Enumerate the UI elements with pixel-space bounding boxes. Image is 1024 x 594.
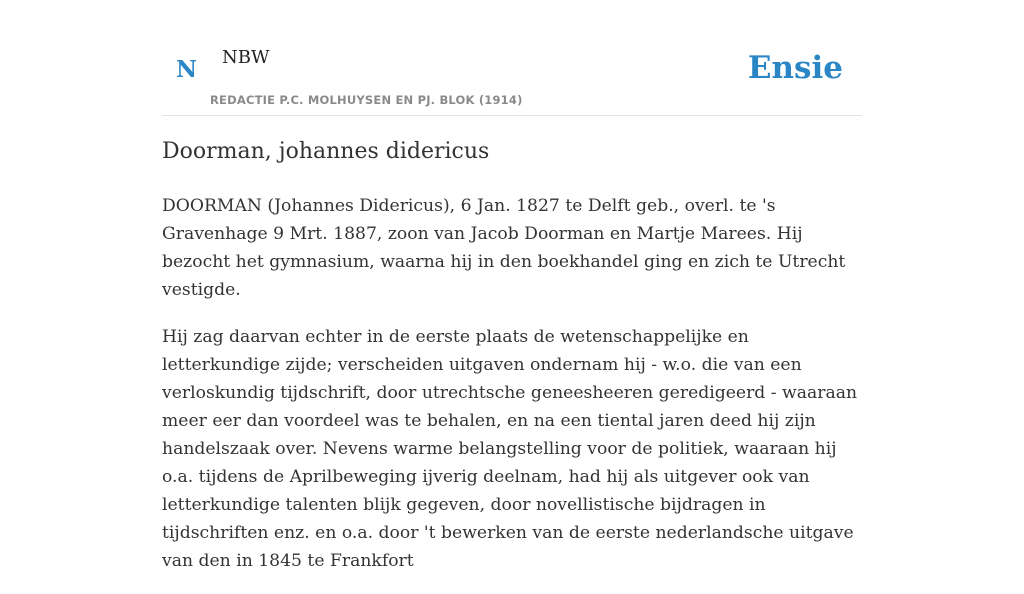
source-title[interactable]: NBW (222, 47, 270, 68)
article-body (162, 192, 862, 594)
article-paragraph: Hij zag daarvan echter in de eerste plaats de wetenschappelijke en letterkundige zijde; verscheiden uitgaven ondernam hij - w.o. die van een verloskundig tijdschrift, door utrechtsche geneesheeren geredigeerd - waaraan meer eer dan voordeel was te behalen, en na een tiental jaren deed hij zijn handelszaak over. Nevens warme belangstelling voor de politiek, waaraan hij o.a. tijdens de Aprilbeweging ijverig deelnam, had hij als uitgever ook van letterkundige talenten blijk gegeven, door novellistische bijdragen in tijdschriften enz. en o.a. door 't bewerken van de eerste nederlandsche uitgave van den in 1845 te Frankfort (162, 327, 858, 571)
article-title: Doorman, johannes didericus (162, 139, 490, 164)
source-subtitle: REDACTIE P.C. MOLHUYSEN EN PJ. BLOK (1914) (210, 93, 523, 107)
article-paragraph: DOORMAN (Johannes Didericus), 6 Jan. 1827 te Delft geb., overl. te 's Gravenhage 9 Mrt. 1887, zoon van Jacob Doorman en Martje Marees. Hij bezocht het gymnasium, waarna hij in den boekhandel ging en zich te Utrecht vestigde. (162, 196, 846, 300)
source-header (162, 40, 862, 116)
brand-logo[interactable]: Ensie (747, 50, 843, 86)
source-logo-icon[interactable]: N (176, 56, 198, 83)
